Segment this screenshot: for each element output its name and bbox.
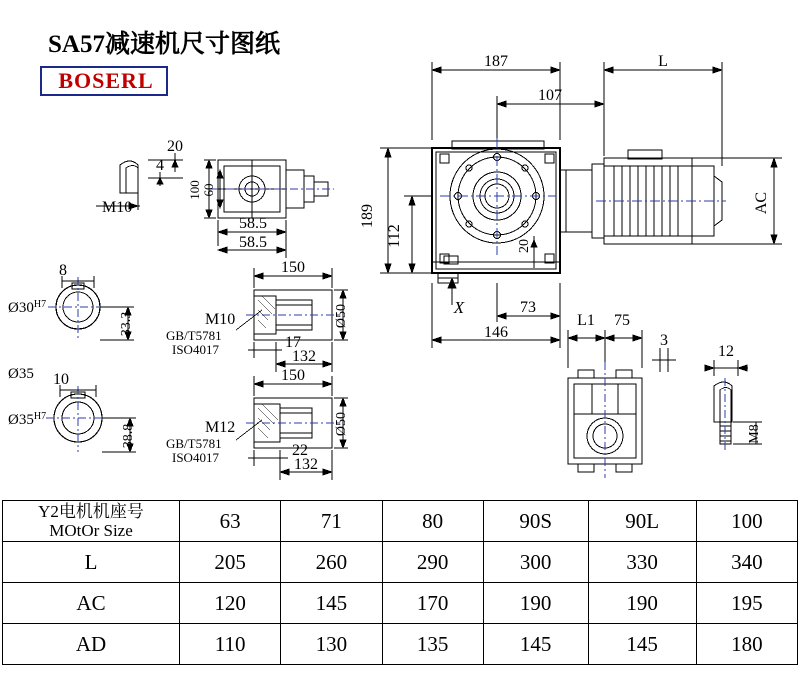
dim-100: 100 [187,180,202,200]
table-header-label-en: MOtOr Size [49,521,133,540]
table-cell: 190 [483,583,588,624]
note-iso-b: ISO4017 [172,450,219,465]
dim-60: 60 [201,183,216,197]
table-header-label-cn: Y2电机机座号 [38,502,144,521]
table-col-header: 90L [588,501,696,542]
table-row [3,624,798,665]
table-cell: 135 [382,624,483,665]
dim-38-8: 38.8 [121,423,136,449]
dim-132-b: 132 [294,456,318,473]
dim-8: 8 [59,262,67,279]
dim-dia50-b: Ø50 [334,411,349,437]
page-title: SA57减速机尺寸图纸 [48,31,280,58]
note-gb-b: GB/T5781 [166,436,222,451]
table-row [3,583,798,624]
table-cell: 340 [696,542,797,583]
dim-dia35-plain: Ø35 [8,366,34,382]
dim-10: 10 [53,371,69,388]
table-cell: 145 [588,624,696,665]
note-iso-a: ISO4017 [172,342,219,357]
table-cell: 180 [696,624,797,665]
dim-22: 22 [292,442,308,459]
table-col-header: 80 [382,501,483,542]
dim-150-a: 150 [281,259,305,276]
table-cell: 190 [588,583,696,624]
table-cell: 170 [382,583,483,624]
dim-189: 189 [359,204,376,228]
dim-73: 73 [520,299,536,316]
dim-4: 4 [156,157,164,174]
table-col-header: 90S [483,501,588,542]
dim-dia50-a: Ø50 [334,303,349,329]
label-M8: M8 [747,424,762,444]
label-M12-bolt: M12 [205,419,236,436]
table-cell: 205 [180,542,281,583]
dim-58-5-a: 58.5 [239,215,267,232]
table-cell: 260 [281,542,382,583]
dim-132-a: 132 [292,348,316,365]
table-cell: 300 [483,542,588,583]
dim-dia35: $Ø35^{H7}$ [8,411,47,428]
table-cell: 290 [382,542,483,583]
table-cell: 195 [696,583,797,624]
dim-17: 17 [285,334,301,351]
dim-L: L [658,53,668,70]
table-row [3,542,798,583]
table-cell: 110 [180,624,281,665]
table-cell: 120 [180,583,281,624]
dim-3: 3 [660,332,668,349]
dim-58-5-b: 58.5 [239,234,267,251]
table-row-label: AD [3,624,180,665]
dim-75: 75 [614,312,630,329]
table-cell: 330 [588,542,696,583]
dim-107: 107 [538,87,562,104]
label-M10-left: M10 [102,199,133,216]
dim-150-b: 150 [281,367,305,384]
logo-text: BOSERL [58,68,154,93]
table-cell: 130 [281,624,382,665]
table-cell: 145 [281,583,382,624]
table-col-header: 63 [180,501,281,542]
dim-33-3: 33.3 [119,311,134,337]
dim-20-small: 20 [167,138,183,155]
table-col-header: 100 [696,501,797,542]
dim-AC: AC [753,191,770,215]
table-row-label: L [3,542,180,583]
dim-187: 187 [484,53,508,70]
dim-L1: L1 [577,312,595,329]
dim-146: 146 [484,324,508,341]
table-header-label [3,501,180,542]
label-M10-bolt: M10 [205,311,236,328]
note-gb-a: GB/T5781 [166,328,222,343]
dim-112: 112 [386,224,403,248]
dim-20-side: 20 [517,239,532,253]
dim-dia30: $Ø30^{H7}$ [8,299,47,316]
spec-table [2,500,798,665]
table-col-header: 71 [281,501,382,542]
label-X: X [453,298,465,317]
dim-12: 12 [718,343,734,360]
table-row-label: AC [3,583,180,624]
table-cell: 145 [483,624,588,665]
table-header-row [3,501,798,542]
